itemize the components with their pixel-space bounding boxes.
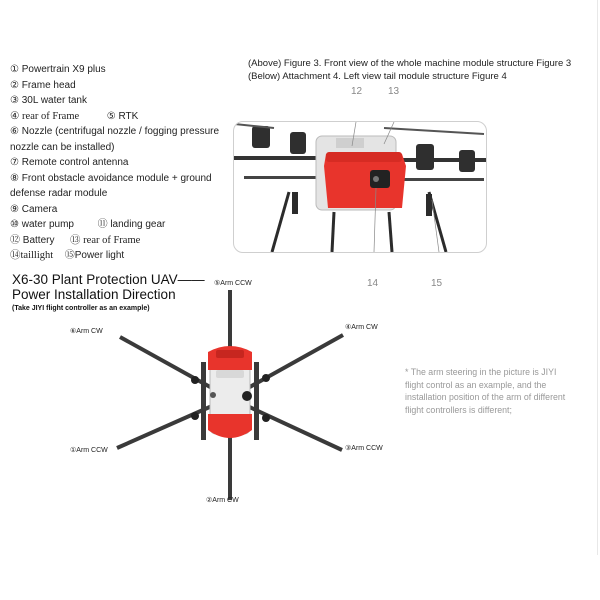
diagram-title-line-1: X6-30 Plant Protection UAV——	[12, 272, 205, 287]
legend-item-part: ⑪ landing gear	[97, 219, 166, 230]
arm1-label: ①Arm CCW	[70, 447, 108, 454]
legend-item: ① Powertrain X9 plus	[10, 64, 106, 75]
arm6-boom	[120, 337, 230, 398]
arm1-boom	[117, 398, 230, 448]
arm3-boom	[230, 398, 342, 450]
legend-item: ⑧ Front obstacle avoidance module + ground defense radar module	[10, 172, 212, 199]
legend-item-part: ⑭taillight	[10, 250, 54, 261]
arm2-label: ②Arm CW	[206, 497, 239, 504]
legend-item	[10, 248, 235, 264]
legend-item-part: ⑬ rear of Frame	[70, 234, 141, 246]
callout-15: 15	[431, 278, 443, 289]
component-legend	[10, 62, 235, 264]
arm4-boom	[230, 335, 343, 398]
legend-item: ⑥ Nozzle (centrifugal nozzle / fogging pressure nozzle can be installed)	[10, 126, 220, 153]
callout-14: 14	[367, 278, 379, 289]
legend-item: ③ 30L water tank	[10, 95, 87, 106]
arm3-label: ③Arm CCW	[345, 445, 383, 452]
arm4-label: ④Arm CW	[345, 324, 378, 331]
legend-item	[10, 233, 235, 249]
legend-item-part: ⑩ water pump	[10, 219, 74, 230]
legend-item-part: ⑤ RTK	[106, 110, 139, 122]
legend-item-part: ⑫ Battery	[10, 234, 55, 246]
front-view-photo	[233, 121, 487, 253]
caption-line-2: (Below) Attachment 4. Left view tail module structure Figure 4	[248, 71, 507, 82]
legend-item	[10, 109, 235, 125]
callout-12: 12	[351, 86, 363, 97]
diagram-subtitle: (Take JIYI flight controller as an example)	[12, 305, 150, 312]
legend-item: ② Frame head	[10, 79, 76, 91]
legend-item: ⑨ Camera	[10, 203, 58, 215]
legend-item	[10, 217, 235, 233]
diagram-title-line-2: Power Installation Direction	[12, 287, 176, 302]
caption-line-1: (Above) Figure 3. Front view of the whole machine module structure Figure 3	[248, 58, 572, 69]
legend-item: ⑦ Remote control antenna	[10, 157, 129, 168]
drone-front-view-illustration	[234, 122, 486, 252]
steering-note: * The arm steering in the picture is JIYI flight control as an example, and the installation position of the arm of different flight controllers is different;	[405, 367, 566, 415]
callout-13: 13	[388, 86, 400, 97]
legend-item-part: ④ rear of Frame	[10, 110, 80, 122]
arm5-label: ⑤Arm CCW	[214, 280, 252, 287]
arm6-label: ⑥Arm CW	[70, 328, 103, 335]
figure-caption	[248, 57, 571, 83]
diagram-title	[12, 272, 205, 302]
legend-item-part: ⑮Power light	[64, 250, 125, 261]
page-edge-divider	[597, 0, 598, 555]
